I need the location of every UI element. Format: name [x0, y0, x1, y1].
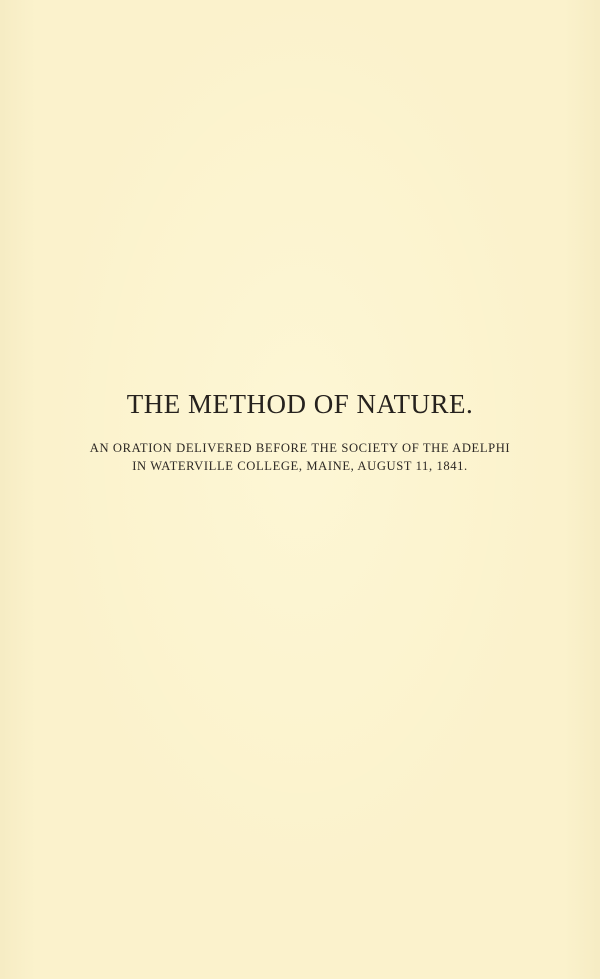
- subtitle-line-1: AN ORATION DELIVERED BEFORE THE SOCIETY OF THE ADELPHI: [89, 441, 511, 455]
- page-title: THE METHOD OF NATURE.: [126, 389, 474, 419]
- subtitle-line-2: IN WATERVILLE COLLEGE, MAINE, AUGUST 11, 1841.: [132, 459, 468, 473]
